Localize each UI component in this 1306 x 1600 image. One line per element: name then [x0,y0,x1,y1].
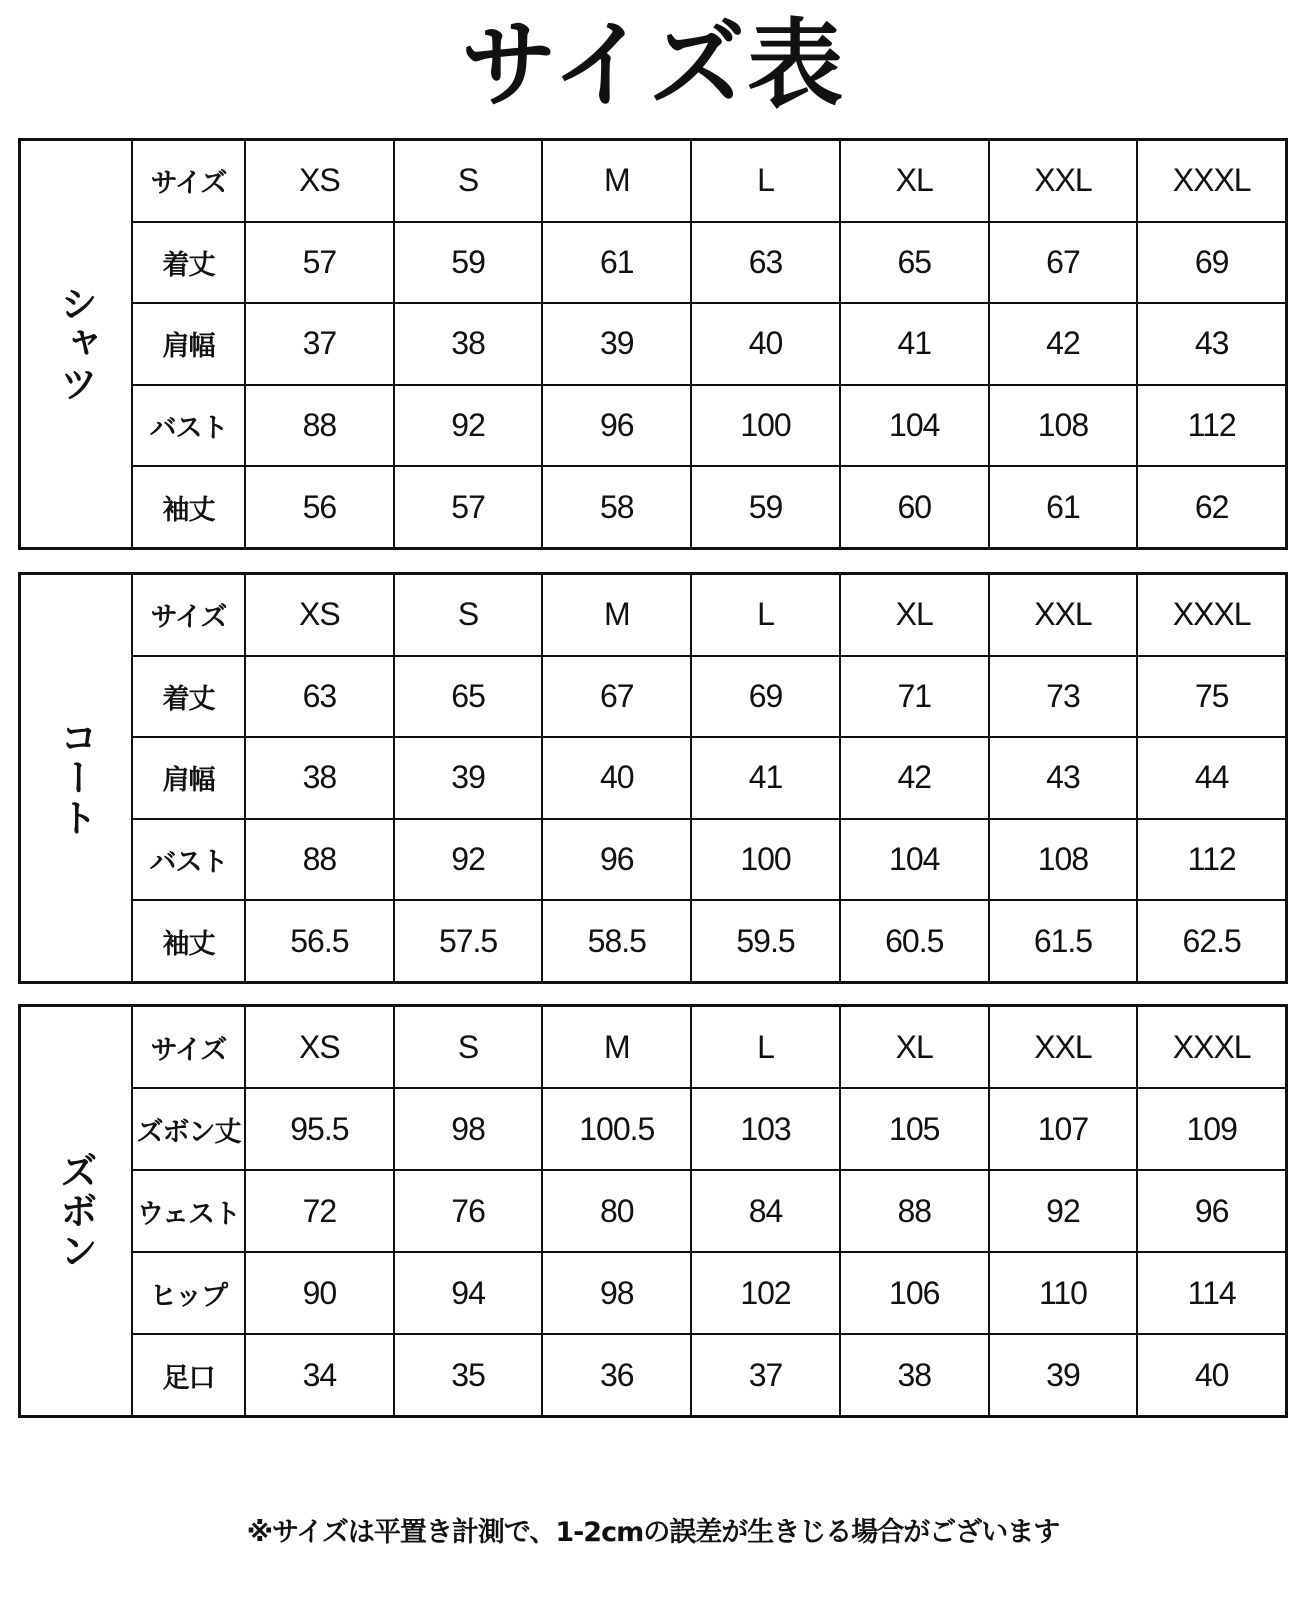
table-cell: 105 [841,1089,990,1169]
table-cell: 42 [841,738,990,818]
table-cell: 34 [246,1335,395,1415]
table-cell: 92 [395,386,544,466]
table-cell: L [692,141,841,221]
table-cell: XXXL [1172,162,1251,199]
table-cell: 58.5 [543,901,692,981]
table-cell: 61 [543,223,692,303]
row-label: サイズ [133,141,246,221]
table-cell: 44 [1194,759,1229,796]
table-cell: 37 [246,304,395,384]
table-cell: 59 [395,223,544,303]
shirt-grid [133,141,1285,547]
row-label: サイズ [133,1007,246,1087]
section-label-pants: ズボン [21,1007,133,1415]
footnote: ※サイズは平置き計測で、1-2cmの誤差が生きじる場合がございます [246,1517,1060,1548]
coat-size-table [18,572,1288,984]
table-cell: 43 [1194,325,1229,362]
table-cell: 92 [395,820,544,900]
shirt-size-table [18,138,1288,550]
table-cell: 61.5 [990,901,1139,981]
table-cell: 37 [692,1335,841,1415]
table-cell: 40 [1194,1356,1229,1393]
table-cell: 69 [1194,243,1229,280]
table-row [133,467,1285,547]
table-cell: 110 [990,1253,1139,1333]
pants-size-table [18,1004,1288,1418]
table-cell: 100.5 [543,1089,692,1169]
row-label: ヒップ [133,1253,246,1333]
table-cell: M [543,141,692,221]
table-row [133,1335,1285,1415]
table-cell: 102 [692,1253,841,1333]
row-label: バスト [133,386,246,466]
row-label: 袖丈 [133,901,246,981]
section-label-coat: コート [21,575,133,981]
table-cell: 100 [692,820,841,900]
table-cell: XL [841,141,990,221]
table-cell: XS [246,575,395,655]
table-cell: 80 [543,1171,692,1251]
table-row [133,1089,1285,1171]
table-cell: 59.5 [692,901,841,981]
table-cell: S [395,141,544,221]
row-label: 着丈 [133,657,246,737]
table-cell: 103 [692,1089,841,1169]
row-label: ウェスト [133,1171,246,1251]
table-row [133,386,1285,468]
table-cell: 65 [841,223,990,303]
table-cell: 109 [1186,1110,1237,1147]
table-cell: XXXL [1172,596,1251,633]
table-cell: 114 [1187,1274,1236,1311]
table-cell: L [692,575,841,655]
table-cell: 73 [990,657,1139,737]
table-cell: 60 [841,467,990,547]
table-cell: 92 [990,1171,1139,1251]
row-label: 袖丈 [133,467,246,547]
table-cell: 58 [543,467,692,547]
table-cell: 56.5 [246,901,395,981]
table-cell: 38 [246,738,395,818]
row-label: 肩幅 [133,304,246,384]
table-cell: L [692,1007,841,1087]
table-cell: 76 [395,1171,544,1251]
table-cell: 57.5 [395,901,544,981]
table-cell: 41 [692,738,841,818]
table-cell: 36 [543,1335,692,1415]
table-cell: S [395,575,544,655]
table-cell: 40 [543,738,692,818]
table-cell: 39 [990,1335,1139,1415]
table-cell: 107 [990,1089,1139,1169]
table-cell: XL [841,1007,990,1087]
table-cell: 75 [1194,677,1229,714]
table-cell: 38 [841,1335,990,1415]
table-cell: XXL [990,141,1139,221]
table-row [133,575,1285,657]
table-cell: 62 [1194,488,1229,525]
table-cell: 72 [246,1171,395,1251]
row-label: 着丈 [133,223,246,303]
table-row [133,1171,1285,1253]
table-row [133,657,1285,739]
table-cell: 98 [395,1089,544,1169]
table-cell: 62.5 [1182,922,1241,959]
table-cell: S [395,1007,544,1087]
table-cell: 88 [246,386,395,466]
table-cell: 100 [692,386,841,466]
table-cell: 61 [990,467,1139,547]
table-cell: 67 [543,657,692,737]
row-label: ズボン丈 [133,1089,246,1169]
table-cell: 43 [990,738,1139,818]
table-cell: 56 [246,467,395,547]
table-cell: 108 [990,386,1139,466]
table-cell: 63 [692,223,841,303]
row-label: 肩幅 [133,738,246,818]
table-cell: 106 [841,1253,990,1333]
table-cell: 60.5 [841,901,990,981]
table-cell: 63 [246,657,395,737]
table-cell: 95.5 [246,1089,395,1169]
table-cell: 96 [1194,1192,1229,1229]
table-cell: 88 [246,820,395,900]
table-cell: 71 [841,657,990,737]
table-cell: 104 [841,820,990,900]
table-cell: XXXL [1172,1028,1251,1065]
table-cell: 108 [990,820,1139,900]
table-cell: XL [841,575,990,655]
table-cell: 57 [246,223,395,303]
table-cell: 112 [1187,841,1236,878]
table-row [133,141,1285,223]
table-cell: 67 [990,223,1139,303]
table-row [133,1007,1285,1089]
page-title: サイズ表 [460,9,846,121]
table-row [133,738,1285,820]
table-cell: 69 [692,657,841,737]
table-cell: 88 [841,1171,990,1251]
table-cell: 90 [246,1253,395,1333]
table-row [133,901,1285,981]
table-cell: 41 [841,304,990,384]
table-cell: 94 [395,1253,544,1333]
table-cell: 84 [692,1171,841,1251]
table-row [133,223,1285,305]
table-cell: 40 [692,304,841,384]
table-cell: 35 [395,1335,544,1415]
table-cell: 96 [543,820,692,900]
table-row [133,1253,1285,1335]
table-cell: XS [246,1007,395,1087]
table-cell: XS [246,141,395,221]
table-cell: 39 [395,738,544,818]
coat-grid [133,575,1285,981]
table-cell: 42 [990,304,1139,384]
table-cell: M [543,575,692,655]
section-label-shirt: シャツ [21,141,133,547]
table-cell: 65 [395,657,544,737]
table-cell: 98 [543,1253,692,1333]
table-cell: XXL [990,575,1139,655]
row-label: サイズ [133,575,246,655]
table-cell: 112 [1187,407,1236,444]
table-cell: 38 [395,304,544,384]
row-label: 足口 [133,1335,246,1415]
pants-grid [133,1007,1285,1415]
table-cell: 104 [841,386,990,466]
table-cell: 57 [395,467,544,547]
row-label: バスト [133,820,246,900]
table-cell: M [543,1007,692,1087]
table-row [133,304,1285,386]
table-row [133,820,1285,902]
table-cell: 96 [543,386,692,466]
table-cell: 39 [543,304,692,384]
table-cell: XXL [990,1007,1139,1087]
table-cell: 59 [692,467,841,547]
